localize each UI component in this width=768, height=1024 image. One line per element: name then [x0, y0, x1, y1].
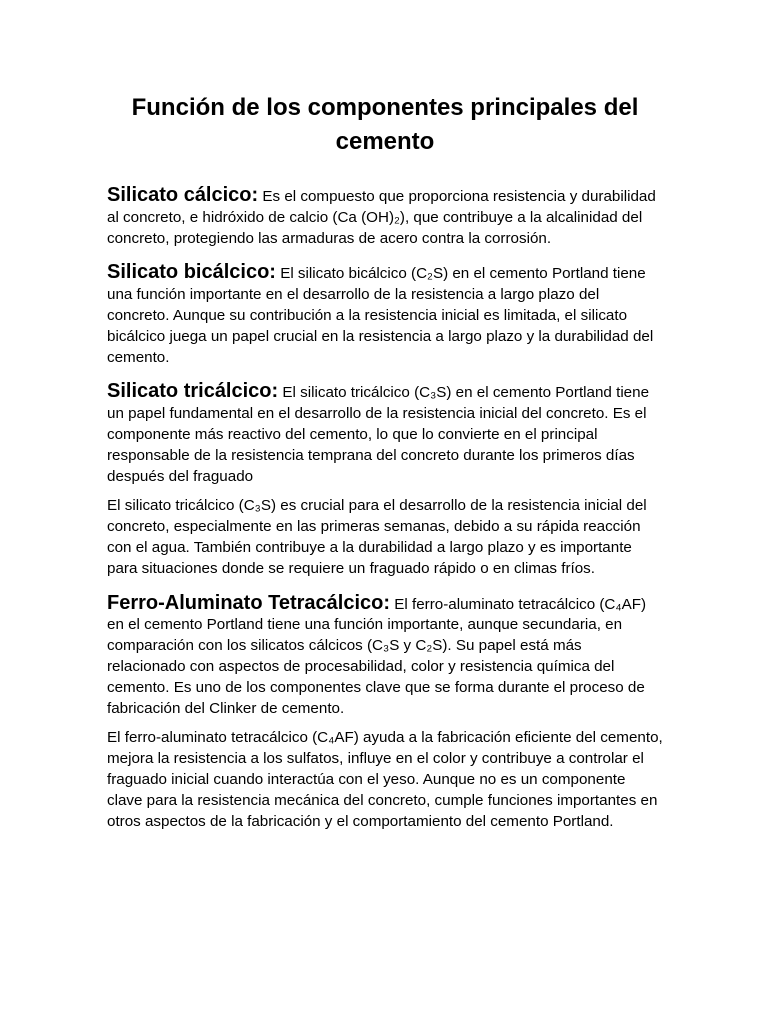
section-silicato-bicalcico — [107, 262, 663, 368]
section-text: El silicato tricálcico (C₃S) en el cemento Portland tiene un papel fundamental en el desarrollo de la resistencia inicial del concreto. Es el componente más reactivo del cemento, lo que lo convierte en el principal responsable de la resistencia temprana del concreto durante los primeros días después del fraguado — [107, 384, 650, 485]
document-title: Función de los componentes principales del cemento — [131, 94, 639, 155]
section-ferro-aluminato — [107, 593, 663, 720]
section-ferro-aluminato-extra: El ferro-aluminato tetracálcico (C₄AF) ayuda a la fabricación eficiente del cemento, mejora la resistencia a los sulfatos, influye en el color y contribuye a controlar el fraguado inicial cuando interactúa con el yeso. Aunque no es un componente clave para la resistencia mecánica del concreto, cumple funciones importantes en otros aspectos de la fabricación y el comportamiento del cemento Portland. — [107, 729, 663, 830]
section-term: Silicato tricálcico: — [107, 380, 279, 403]
section-silicato-tricalcico — [107, 381, 663, 487]
section-silicato-calcico — [107, 185, 663, 249]
section-term: Ferro-Aluminato Tetracálcico: — [107, 591, 391, 614]
document-page — [107, 91, 663, 841]
section-term: Silicato cálcico: — [107, 184, 259, 206]
section-text: El silicato bicálcico (C₂S) en el cemento Portland tiene una función importante en el desarrollo de la resistencia a largo plazo del concreto. Aunque su contribución a la resistencia inicial es limitada, el silicato bicálcico juega un papel crucial en la resistencia a largo plazo y la durabilidad del cemento. — [107, 265, 654, 366]
section-text: Es el compuesto que proporciona resistencia y durabilidad al concreto, e hidróxido de calcio (Ca (OH)₂), que contribuye a la alcalinidad del concreto, protegiendo las armaduras de acero contra la corrosión. — [107, 188, 656, 247]
section-text: El ferro-aluminato tetracálcico (C₄AF) en el cemento Portland tiene una función importante, aunque secundaria, en comparación con los silicatos cálcicos (C₃S y C₂S). Su papel está más relacionado con aspectos de procesabilidad, color y resistencia química del cemento. Es uno de los componentes clave que se forma durante el proceso de fabricación del Clinker de cemento. — [107, 595, 647, 717]
section-term: Silicato bicálcico: — [107, 261, 276, 284]
section-silicato-tricalcico-extra: El silicato tricálcico (C₃S) es crucial para el desarrollo de la resistencia inicial del concreto, especialmente en las primeras semanas, debido a su rápida reacción con el agua. También contribuye a la durabilidad a largo plazo y es importante para situaciones donde se requiere un fraguado rápido o en climas fríos. — [107, 497, 647, 577]
